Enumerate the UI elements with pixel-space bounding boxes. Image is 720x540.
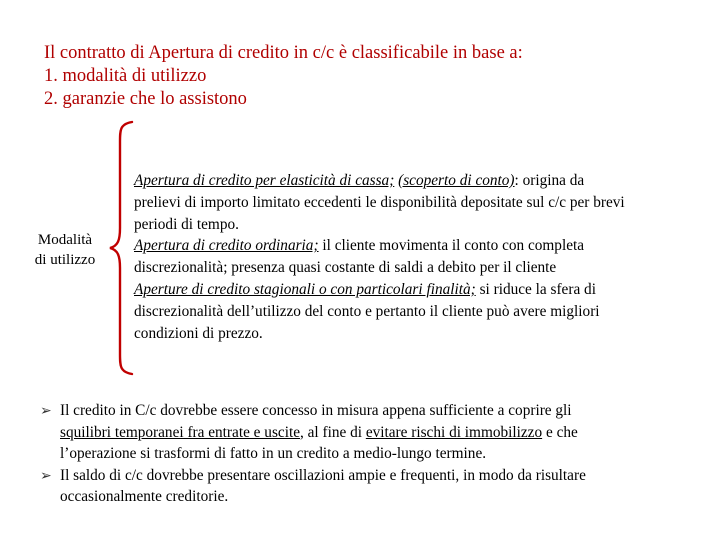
intro-line-1: 1. modalità di utilizzo	[44, 66, 207, 86]
mode-2-title: Apertura di credito ordinaria;	[134, 237, 319, 255]
side-label-line2: di utilizzo	[34, 252, 96, 268]
intro-line-title: Il contratto di Apertura di credito in c/c è classificabile in base a:	[44, 43, 523, 63]
mode-1-title: Apertura di credito per elasticità di cassa;	[134, 172, 395, 189]
mode-2-line-2: discrezionalità; presenza quasi costante di saldi a debito per il cliente	[134, 259, 557, 277]
bullet-2-line-2: occasionalmente creditorie.	[60, 488, 229, 505]
arrow-bullet-icon: ➢	[40, 403, 52, 419]
bullet-1-emphasis-1: squilibri temporanei fra entrate e uscite	[60, 423, 300, 441]
mode-3-line-3: condizioni di prezzo.	[134, 324, 263, 342]
bullet-item-2	[40, 465, 700, 508]
bullet-1-emphasis-2: evitare rischi di immobilizzo	[365, 423, 543, 441]
mode-2-text: il cliente movimenta il conto con completa	[318, 237, 585, 255]
mode-1-line-2: prelievi di importo limitato eccedenti le disponibilità depositate sul c/c per brevi	[134, 193, 625, 211]
intro-block	[44, 42, 523, 111]
mode-3-text: si riduce la sfera di	[475, 280, 596, 298]
bullet-list	[40, 400, 700, 508]
side-label	[28, 230, 102, 270]
modes-list	[134, 170, 718, 344]
bullet-1-text-1: , al fine di	[299, 423, 366, 441]
bullet-1-line-3: l’operazione si trasformi di fatto in un credito a medio-lungo termine.	[60, 445, 487, 462]
mode-1-text: : origina da	[514, 172, 585, 189]
mode-3-line-2: discrezionalità dell’utilizzo del conto e pertanto il cliente può avere migliori	[134, 302, 600, 320]
mode-2-line-1	[134, 235, 718, 257]
bullet-item-1	[40, 400, 700, 465]
mode-1-subtitle: (scoperto di conto)	[398, 172, 515, 189]
arrow-bullet-icon: ➢	[40, 467, 52, 484]
mode-1-line-3: periodi di tempo.	[134, 215, 239, 233]
bullet-2-line-1: Il saldo di c/c dovrebbe presentare oscillazioni ampie e frequenti, in modo da risultare	[60, 466, 586, 484]
bullet-1-text-2: e che	[542, 423, 578, 441]
side-label-line1: Modalità	[37, 232, 93, 248]
bullet-1-line-1: Il credito in C/c dovrebbe essere concesso in misura appena sufficiente a coprire gli	[60, 402, 572, 419]
curly-brace-icon	[106, 118, 136, 378]
mode-3-title: Aperture di credito stagionali o con particolari finalità;	[134, 280, 476, 298]
intro-line-2: 2. garanzie che lo assistono	[44, 89, 247, 109]
mode-1-line-1	[134, 170, 718, 192]
mode-3-line-1	[134, 279, 718, 301]
bullet-1-line-2	[60, 422, 700, 444]
